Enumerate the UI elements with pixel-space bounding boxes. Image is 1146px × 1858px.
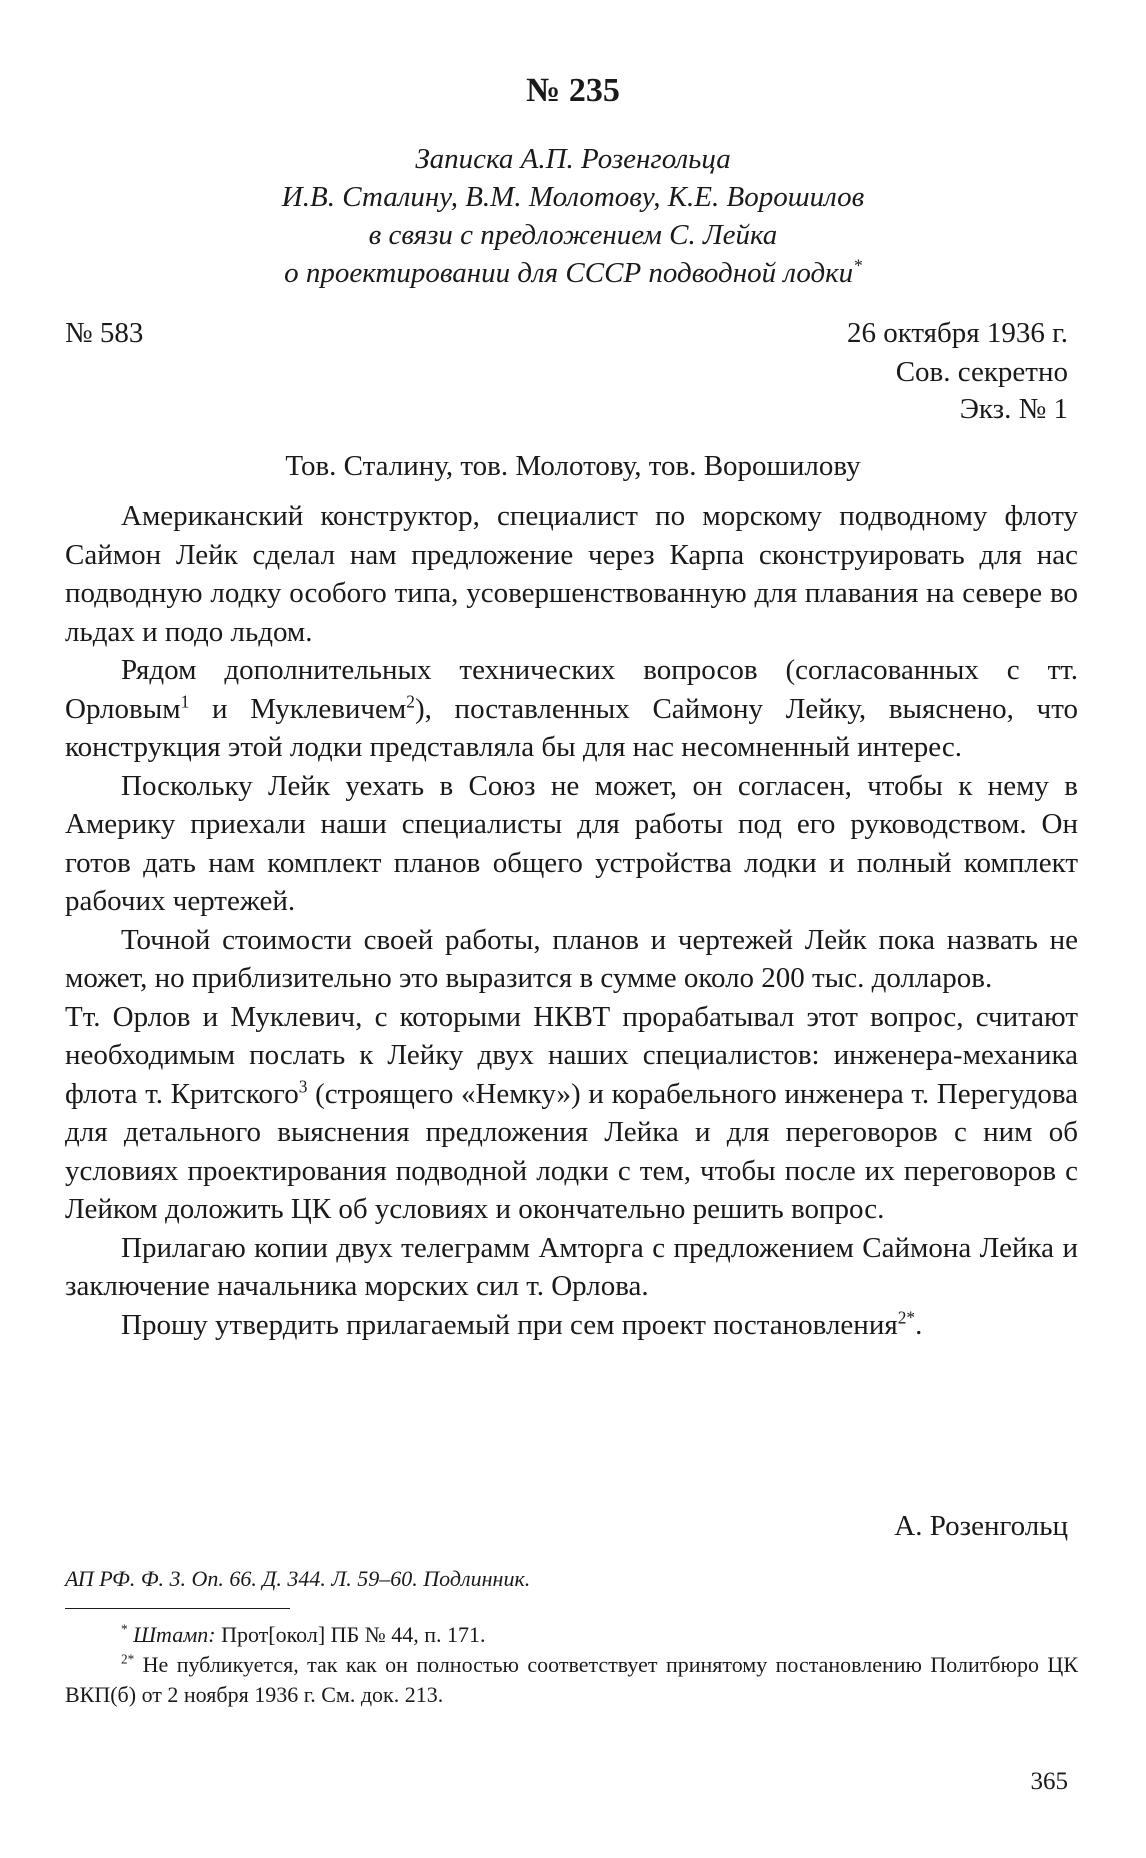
registration-number: № 583 (65, 317, 144, 349)
footnote-ref-2star: 2* (897, 1306, 916, 1327)
footnote-ref-1: 1 (180, 690, 190, 711)
title-line-4-text: о проектировании для СССР подводной лодки (284, 257, 854, 289)
paragraph-2-part-a: Рядом дополнительных технических вопросов (согласованных с тт. Орловым (65, 654, 1078, 725)
title-line-1: Записка А.П. Розенгольца (415, 143, 731, 175)
archive-reference: АП РФ. Ф. 3. Оп. 66. Д. 344. Л. 59–60. Подлинник. (65, 1566, 531, 1591)
paragraph-7-part-b: . (915, 1308, 923, 1341)
footnote-2-mark: 2* (121, 1651, 135, 1667)
footnote-2-text: Не публикуется, так как он полностью соответствует принятому постановлению Политбюро ЦК ВКП(б) от 2 ноября 1936 г. См. док. 213. (65, 1652, 1078, 1707)
footnote-ref-2: 2 (406, 690, 415, 711)
paragraph-5-part-a: Тт. Орлов и Муклевич, с которыми НКВТ прорабатывал этот вопрос, считают необходимым послать к Лейку двух наших специалистов: инженера-механика флота т. Критского (65, 1000, 1078, 1110)
paragraph-5-part-b: (строящего «Немку») и корабельного инженера т. Перегудова для детального выяснения предложения Лейка и для переговоров с ним об условиях проектирования подводной лодки с тем, чтобы после их переговоров с Лейком доложить ЦК об условиях и окончательно решить вопрос. (65, 1077, 1079, 1225)
signature: А. Розенгольц (894, 1510, 1068, 1542)
paragraph-2 (65, 651, 1078, 767)
paragraph-2-part-b: и Муклевичем (189, 692, 407, 725)
paragraph-5 (65, 998, 1078, 1229)
document-number: № 235 (526, 72, 620, 109)
footnote-1-label: Штамп: (133, 1622, 216, 1647)
document-title (0, 140, 1146, 292)
footnote-2 (65, 1650, 1078, 1710)
footnote-divider (65, 1608, 290, 1609)
title-line-4 (0, 254, 1146, 292)
paragraph-1: Американский конструктор, специалист по морскому подводному флоту Саймон Лейк сделал нам предложение через Карпа сконструировать для нас подводную лодку особого типа, усовершенствованную для плавания на севере во льдах и подо льдом. (65, 500, 1078, 648)
footnote-1 (65, 1620, 1078, 1650)
paragraph-7 (65, 1306, 1078, 1345)
secrecy-stamp: Сов. секретно (895, 356, 1068, 388)
title-footnote-mark: * (853, 255, 862, 276)
paragraph-3: Поскольку Лейк уехать в Союз не может, он согласен, чтобы к нему в Америку приехали наши специалисты для работы под его руководством. Он готов дать нам комплект планов общего устройства лодки и полный комплект рабочих чертежей. (65, 769, 1078, 917)
title-line-2: И.В. Сталину, В.М. Молотову, К.Е. Ворошилов (281, 181, 865, 213)
footnote-ref-3: 3 (298, 1075, 308, 1096)
paragraph-4: Точной стоимости своей работы, планов и чертежей Лейк пока назвать не может, но приблизительно это выразится в сумме около 200 тыс. долларов. (65, 923, 1078, 994)
title-line-3: в связи с предложением С. Лейка (368, 219, 778, 251)
copy-number: Экз. № 1 (959, 393, 1068, 425)
salutation: Тов. Сталину, тов. Молотову, тов. Ворошилову (285, 450, 861, 482)
paragraph-6: Прилагаю копии двух телеграмм Амторга с предложением Саймона Лейка и заключение начальника морских сил т. Орлова. (65, 1231, 1078, 1302)
footnote-1-mark: * (121, 1621, 128, 1637)
document-date: 26 октября 1936 г. (846, 317, 1068, 349)
footnotes (65, 1620, 1078, 1710)
body-text (65, 497, 1078, 1344)
footnote-1-text: Прот[окол] ПБ № 44, п. 171. (215, 1622, 486, 1647)
page-number: 365 (1030, 1768, 1068, 1795)
paragraph-2-part-c: ), поставленных Саймону Лейку, выяснено, что конструкция этой лодки представляла бы для нас несомненный интерес. (65, 692, 1078, 763)
paragraph-7-part-a: Прошу утвердить прилагаемый при сем проект постановления (121, 1308, 898, 1341)
